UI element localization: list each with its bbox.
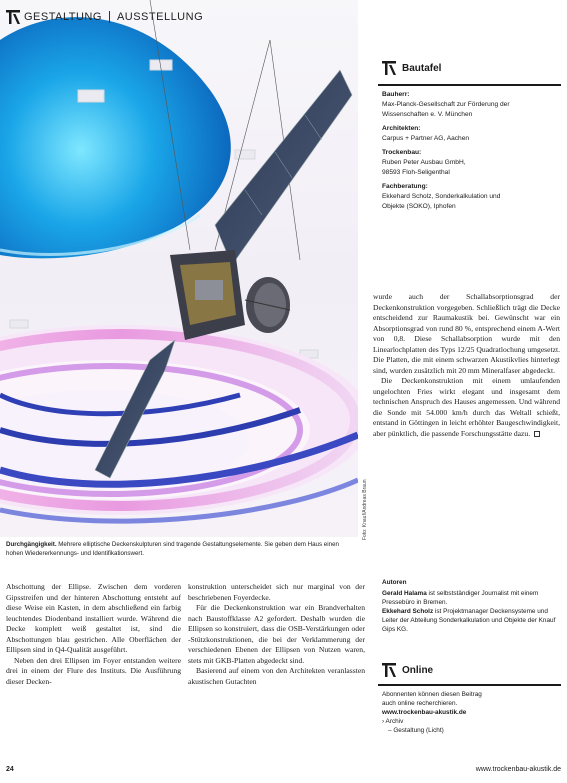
article-column-right	[373, 292, 560, 439]
caption-lead: Durchgängigkeit.	[6, 541, 57, 548]
paragraph: Für die Deckenkonstruktion war ein Brandverhalten nach Baustoffklasse A2 gefordert. Deshalb wurden die Ellipsen so konstruiert, dass die OSB-Verstärkungen oder -Stützkonstruktionen, die bei der Verklammerung der verschiedenen Ebenen der Ellipsen von Nutzen waren, stets mit GKB-Platten abgedeckt sind.	[188, 603, 365, 665]
magazine-logo-icon	[382, 61, 396, 75]
paragraph: Die Deckenkonstruktion mit einem umlaufenden ungelochten Fries wirkt elegant und insgesamt dem technischen Anspruch des Hauses angemessen. Und während die Sonde mit 54.000 km/h durch das Weltall schießt, entstand in Göttingen in leicht erhöhter Baugeschwindigkeit, aber pünktlich, die passende Forschungsstätte dazu.	[373, 376, 560, 438]
authors-title: Autoren	[382, 579, 407, 586]
subsection-label: AUSSTELLUNG	[116, 11, 204, 23]
photo-credit: Foto: Knauf/Andreas Braun	[362, 479, 368, 540]
paragraph: wurde auch der Schallabsorptionsgrad der Deckenkonstruktion vorgegeben. Schließlich trägt die Decke entscheidend zur Raumakustik bei. Gewünscht war ein Absorptionsgrad von rund 80 %, entsprechend einem A-Wert von 0,8. Diese Schallabsorption wurde mit den Linearlochplatten des Typs 12/25 Quadratlochung umgesetzt. Die Platten, die mit einem schwarzen Akustikvlies hinterlegt sind, wurden zusätzlich mit 20 mm Mineralfaser abgedeckt.	[373, 292, 560, 375]
section-header	[6, 8, 203, 26]
author-bio: Gerald Halama ist selbstständiger Journalist mit einem Pressebüro in Bremen.	[382, 590, 539, 606]
bautafel-box	[378, 58, 561, 303]
end-mark-icon	[534, 431, 540, 437]
online-box	[378, 660, 561, 734]
footer-website-link[interactable]: www.trockenbau-akustik.de	[475, 766, 561, 773]
online-url-link[interactable]: www.trockenbau-akustik.de	[382, 709, 467, 716]
header-divider	[109, 11, 110, 23]
magazine-logo-icon	[6, 10, 20, 24]
online-title: Online	[402, 664, 434, 676]
authors-box	[382, 578, 562, 634]
page-number: 24	[6, 766, 14, 773]
section-label: GESTALTUNG	[24, 11, 102, 23]
bautafel-group: Architekten: Carpus + Partner AG, Aachen	[382, 125, 470, 142]
paragraph: Abschottung der Ellipse. Zwischen dem vorderen Gipsstreifen und der hinteren Abschottung entsteht auf diese Weise ein Kasten, in dem abschließend ein farbig leuchtendes Diodenband installiert wurde. Während die Decke komplett weiß gestaltet ist, sind die Abschottungen blau gestrichen. Alle Oberflächen der Ellipsen sind in Q4-Qualität ausgeführt.	[6, 582, 181, 654]
paragraph: Neben den drei Ellipsen im Foyer entstanden weitere drei in einem der Flure des Instituts. Die Ausführung dieser Decken-	[6, 655, 181, 686]
article-column-left	[6, 582, 181, 687]
archive-path: › Archiv	[382, 718, 404, 725]
bautafel-group: Trockenbau: Ruben Peter Ausbau GmbH, 98593 Floh-Seligenthal	[382, 149, 466, 176]
caption-text: Mehrere elliptische Deckenskulpturen sind tragende Gestaltungselemente. Sie geben dem Haus einen hohen Wiedererkennungs- und Identifikationswert.	[6, 541, 339, 557]
online-body: Abonnenten können diesen Beitrag auch online recherchieren. www.trockenbau-akustik.de › Archiv – Gestaltung (Licht)	[382, 690, 560, 735]
archive-subpath: – Gestaltung (Licht)	[388, 727, 444, 734]
hero-photo	[0, 0, 358, 537]
paragraph: konstruktion unterscheidet sich nur marginal von der beschriebenen Foyerdecke.	[188, 582, 365, 602]
bautafel-title: Bautafel	[402, 62, 442, 74]
bautafel-group: Bauherr: Max-Planck-Gesellschaft zur Förderung der Wissenschaften e. V. München	[382, 91, 510, 118]
author-bio: Ekkehard Scholz ist Projektmanager Deckensysteme und Leiter der Abteilung Sonderkalkulation und Objekte der Knauf Gips KG.	[382, 608, 556, 633]
magazine-logo-icon	[382, 663, 396, 677]
bautafel-body	[382, 90, 560, 216]
bautafel-rule	[378, 84, 561, 86]
online-rule	[378, 684, 561, 686]
paragraph: Basierend auf einem von den Architekten veranlassten akustischen Gutachten	[188, 666, 365, 686]
photo-caption	[6, 540, 356, 558]
bautafel-group: Fachberatung: Ekkehard Scholz, Sonderkalkulation und Objekte (SOKO), Iphofen	[382, 183, 501, 210]
article-column-middle	[188, 582, 365, 687]
